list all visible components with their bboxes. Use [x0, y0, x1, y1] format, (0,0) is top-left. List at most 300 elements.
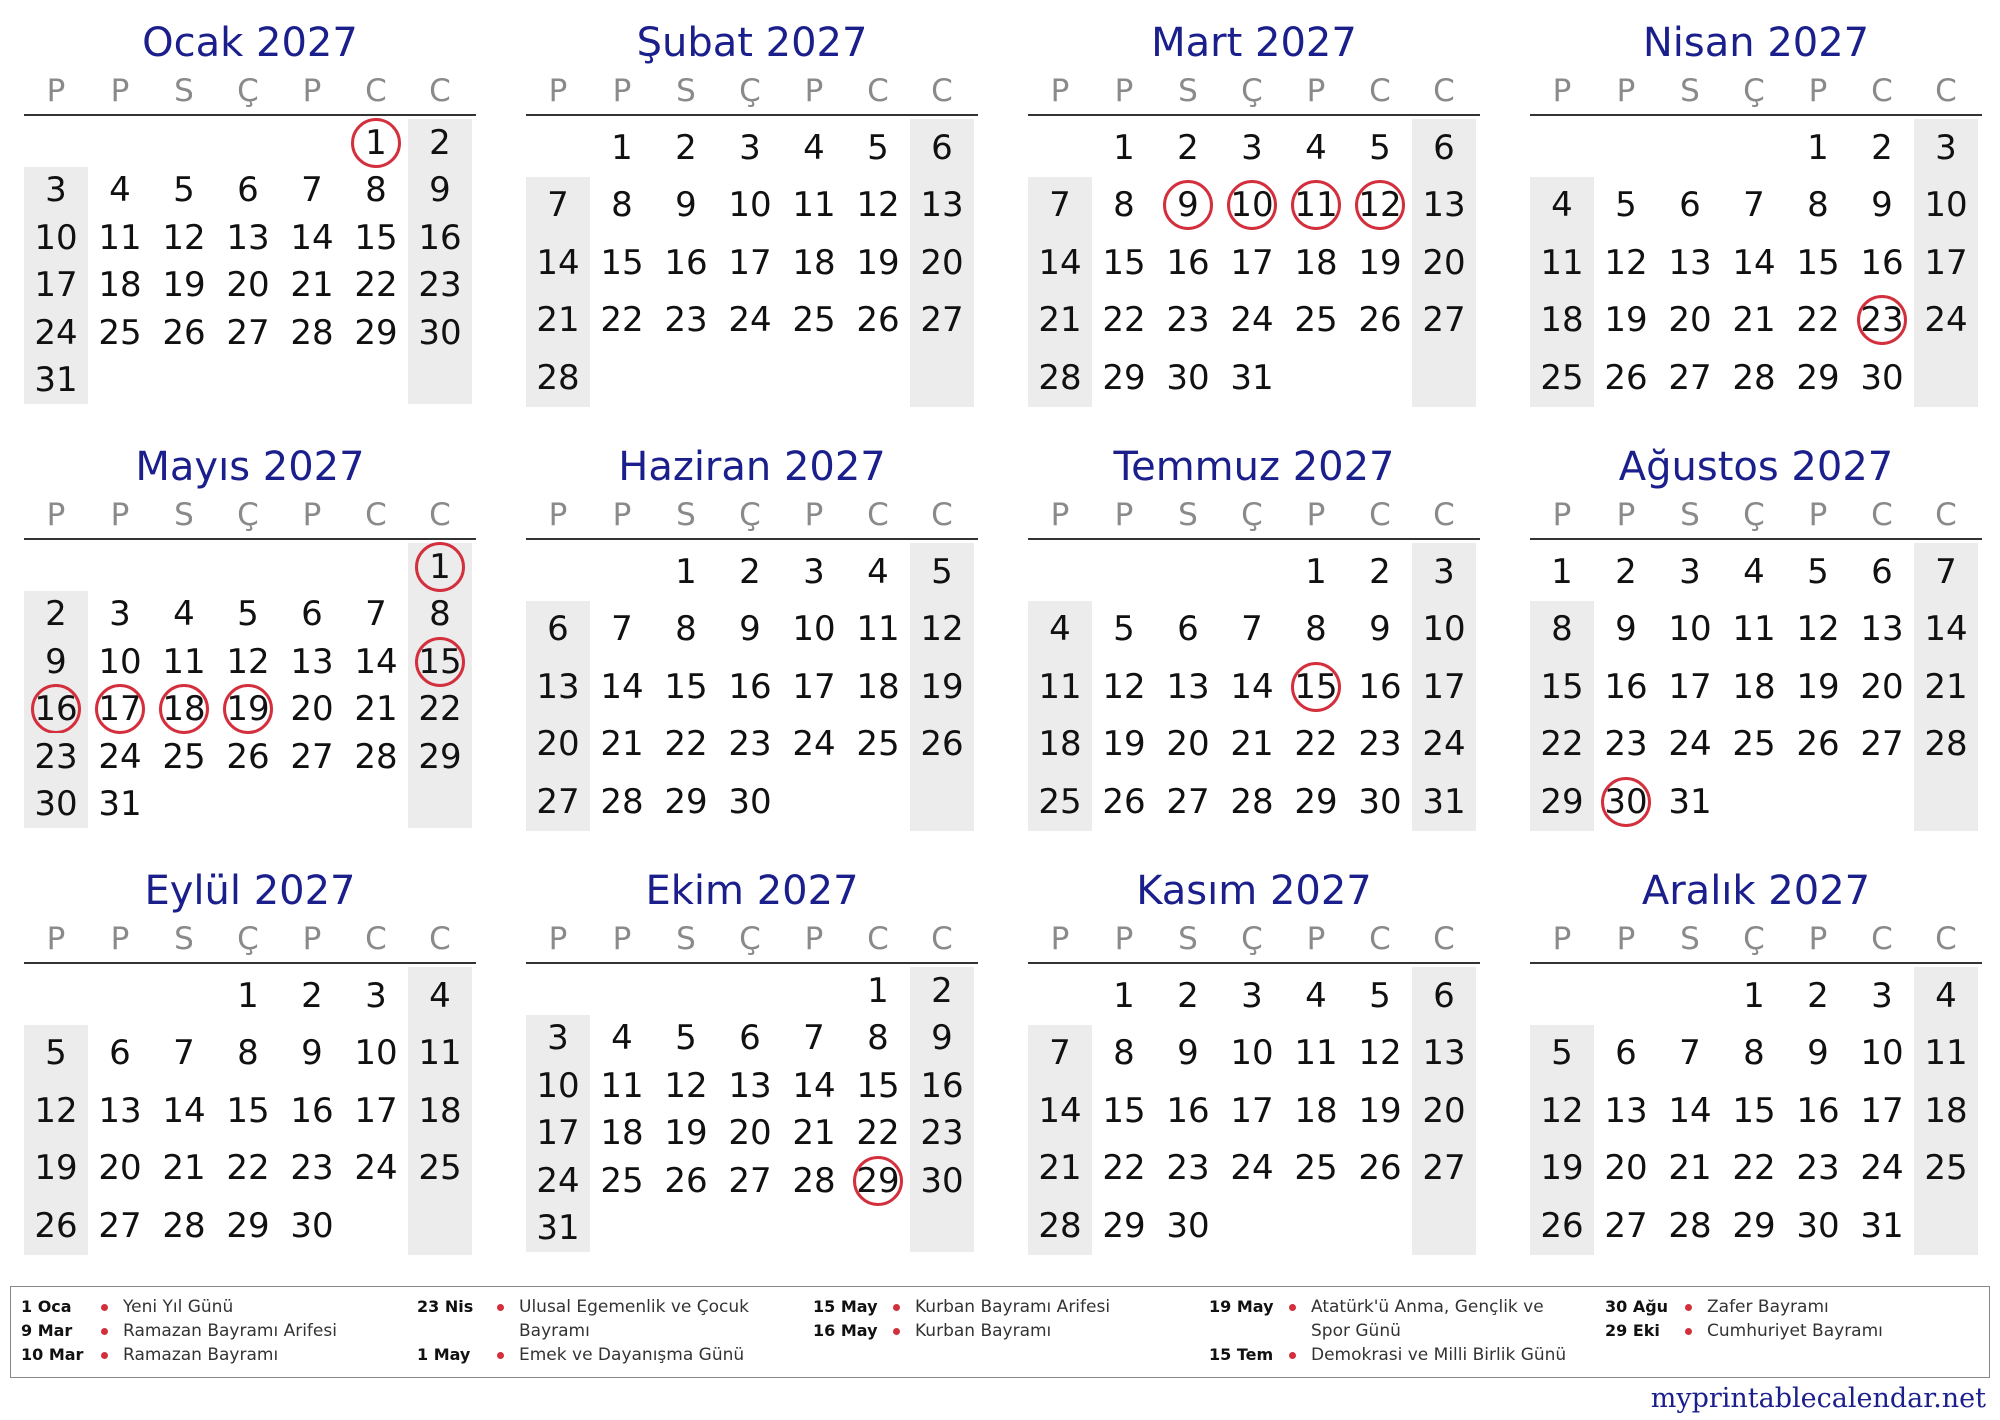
- weekday-header: [24, 918, 476, 960]
- calendar-day: 30: [1860, 357, 1904, 398]
- calendar-day: 14: [354, 641, 398, 682]
- calendar-day: 13: [1422, 1033, 1466, 1074]
- weekday-label: P: [302, 921, 322, 957]
- calendar-day: 24: [24, 309, 88, 357]
- legend-item: [21, 1319, 417, 1343]
- calendar-day: 9: [429, 170, 451, 211]
- legend-date: 30 Ağu: [1605, 1297, 1669, 1316]
- calendar-day: 6: [739, 1018, 761, 1059]
- calendar-day: 17: [1230, 242, 1274, 283]
- month-title: Haziran 2027: [618, 444, 886, 490]
- calendar-day: 16: [1358, 666, 1402, 707]
- calendar-day: 23: [1166, 1148, 1210, 1189]
- weekday-label: Ç: [739, 497, 761, 533]
- calendar-day: 15: [1732, 1090, 1776, 1131]
- calendar-day: 3: [1241, 975, 1263, 1016]
- calendar-day: 18: [1294, 242, 1338, 283]
- legend-holiday-name: Demokrasi ve Milli Birlik Günü: [1311, 1345, 1567, 1365]
- calendar-day: 19: [1796, 666, 1840, 707]
- calendar-day: 25: [792, 300, 836, 341]
- month-title: Ağustos 2027: [1618, 444, 1894, 490]
- weekday-label: P: [1552, 921, 1572, 957]
- calendar-day: 18: [1028, 716, 1092, 774]
- calendar-day: 7: [1028, 1025, 1092, 1083]
- day-grid: [1028, 543, 1480, 831]
- calendar-day: 20: [1166, 724, 1210, 765]
- calendar-day: 21: [600, 724, 644, 765]
- calendar-day: 15: [1102, 1090, 1146, 1131]
- weekday-label: C: [1369, 921, 1391, 957]
- calendar-day: 2: [1177, 975, 1199, 1016]
- weekday-label: P: [548, 921, 568, 957]
- calendar-day: 7: [1028, 177, 1092, 235]
- calendar-day: 10: [24, 214, 88, 262]
- calendar-day: 18: [98, 265, 142, 306]
- header-divider: [1530, 114, 1982, 116]
- calendar-day: 7: [1743, 185, 1765, 226]
- legend-date: 1 May: [417, 1345, 471, 1364]
- calendar-day: 9: [24, 638, 88, 686]
- holiday-legend: [10, 1286, 1990, 1378]
- calendar-day: 26: [664, 1160, 708, 1201]
- calendar-day: 12: [920, 609, 964, 650]
- calendar-day: 27: [1166, 781, 1210, 822]
- calendar-day: 27: [526, 773, 590, 831]
- calendar-day: 5: [1807, 551, 1829, 592]
- calendar-day: 7: [526, 177, 590, 235]
- legend-date: 15 Tem: [1209, 1345, 1274, 1364]
- calendar-day: 27: [290, 736, 334, 777]
- bullet-icon: [97, 1295, 123, 1319]
- weekday-label: P: [110, 73, 130, 109]
- weekday-label: P: [46, 921, 66, 957]
- day-grid: [1530, 543, 1982, 831]
- calendar-day: 28: [1028, 349, 1092, 407]
- calendar-day: 2: [429, 122, 451, 163]
- holiday-day: 1: [408, 543, 472, 591]
- calendar-day: 23: [1166, 300, 1210, 341]
- calendar-day: 28: [526, 349, 590, 407]
- calendar-day: 11: [856, 609, 900, 650]
- calendar-day: 26: [24, 1197, 88, 1255]
- weekday-header: [1028, 494, 1480, 536]
- weekday-label: C: [1369, 73, 1391, 109]
- site-credit[interactable]: myprintablecalendar.net: [1650, 1383, 1986, 1414]
- calendar-day: 19: [920, 666, 964, 707]
- calendar-day: 21: [162, 1148, 206, 1189]
- calendar-day: 14: [1028, 234, 1092, 292]
- calendar-day: 31: [1230, 357, 1274, 398]
- month-title: Temmuz 2027: [1113, 444, 1395, 490]
- calendar-day: 4: [1305, 975, 1327, 1016]
- calendar-day: 30: [920, 1160, 964, 1201]
- calendar-day: 4: [1305, 127, 1327, 168]
- calendar-day: 2: [1177, 127, 1199, 168]
- calendar-day: 14: [162, 1090, 206, 1131]
- legend-date: 15 May: [813, 1297, 878, 1316]
- weekday-label: S: [174, 73, 194, 109]
- calendar-day: 8: [611, 185, 633, 226]
- calendar-day: 23: [1358, 724, 1402, 765]
- weekday-label: P: [1306, 497, 1326, 533]
- calendar-day: 17: [728, 242, 772, 283]
- weekday-header: [1028, 918, 1480, 960]
- bullet-icon: [97, 1319, 123, 1343]
- header-divider: [24, 114, 476, 116]
- weekday-label: C: [1433, 73, 1455, 109]
- bullet-icon: [1681, 1319, 1707, 1343]
- weekday-label: S: [1178, 73, 1198, 109]
- calendar-day: 12: [1530, 1082, 1594, 1140]
- calendar-day: 6: [1679, 185, 1701, 226]
- legend-holiday-name: Ramazan Bayramı: [123, 1345, 279, 1365]
- calendar-day: 23: [664, 300, 708, 341]
- legend-holiday-name: Kurban Bayramı Arifesi: [915, 1297, 1111, 1317]
- calendar-day: 9: [1871, 185, 1893, 226]
- calendar-day: 27: [1668, 357, 1712, 398]
- calendar-day: 4: [867, 551, 889, 592]
- calendar-day: 5: [1369, 975, 1391, 1016]
- calendar-day: 22: [1102, 1148, 1146, 1189]
- calendar-day: 5: [1530, 1025, 1594, 1083]
- weekday-label: P: [1616, 73, 1636, 109]
- calendar-day: 26: [920, 724, 964, 765]
- weekday-header: [526, 494, 978, 536]
- calendar-day: 19: [856, 242, 900, 283]
- weekday-header: [1028, 70, 1480, 112]
- calendar-day: 1: [1807, 127, 1829, 168]
- weekday-label: C: [365, 921, 387, 957]
- header-divider: [24, 962, 476, 964]
- calendar-day: 31: [24, 357, 88, 405]
- legend-holiday-name: Atatürk'ü Anma, Gençlik ve Spor Günü: [1311, 1297, 1544, 1341]
- weekday-label: P: [46, 497, 66, 533]
- bullet-icon: [493, 1295, 519, 1343]
- calendar-day: 31: [98, 784, 142, 825]
- month-title: Ekim 2027: [645, 868, 859, 914]
- calendar-day: 6: [301, 594, 323, 635]
- calendar-day: 11: [792, 185, 836, 226]
- calendar-day: 10: [728, 185, 772, 226]
- calendar-day: 15: [354, 217, 398, 258]
- day-grid: [526, 967, 978, 1252]
- month-title: Mart 2027: [1151, 20, 1357, 66]
- calendar-day: 29: [1796, 357, 1840, 398]
- day-grid: [526, 543, 978, 831]
- calendar-day: 10: [1924, 185, 1968, 226]
- calendar-day: 29: [418, 736, 462, 777]
- legend-date: 23 Nis: [417, 1297, 474, 1316]
- header-divider: [1028, 538, 1480, 540]
- calendar-day: 6: [931, 127, 953, 168]
- calendar-day: 12: [1604, 242, 1648, 283]
- calendar-day: 8: [1530, 601, 1594, 659]
- month-calendar: [526, 440, 978, 864]
- weekday-label: P: [302, 497, 322, 533]
- weekday-header: [1530, 918, 1982, 960]
- calendar-day: 19: [1102, 724, 1146, 765]
- calendar-day: 16: [1604, 666, 1648, 707]
- weekday-label: P: [1552, 73, 1572, 109]
- calendar-day: 15: [226, 1090, 270, 1131]
- legend-item: [21, 1295, 417, 1319]
- calendar-day: 17: [24, 262, 88, 310]
- weekday-label: Ç: [1241, 73, 1263, 109]
- day-grid: [1028, 967, 1480, 1255]
- calendar-day: 22: [1294, 724, 1338, 765]
- weekday-header: [24, 494, 476, 536]
- weekday-header: [1530, 494, 1982, 536]
- calendar-day: 8: [1113, 1033, 1135, 1074]
- calendar-day: 24: [1230, 300, 1274, 341]
- calendar-day: 16: [728, 666, 772, 707]
- calendar-day: 10: [354, 1033, 398, 1074]
- calendar-day: 1: [1113, 975, 1135, 1016]
- legend-date: 19 May: [1209, 1297, 1274, 1316]
- calendar-day: 16: [418, 217, 462, 258]
- calendar-day: 29: [354, 312, 398, 353]
- calendar-day: 26: [1358, 1148, 1402, 1189]
- calendar-day: 12: [1102, 666, 1146, 707]
- month-title: Nisan 2027: [1642, 20, 1870, 66]
- weekday-label: P: [804, 73, 824, 109]
- calendar-day: 9: [1615, 609, 1637, 650]
- day-grid: [1028, 119, 1480, 407]
- calendar-day: 19: [162, 265, 206, 306]
- calendar-day: 6: [1433, 975, 1455, 1016]
- calendar-day: 9: [1177, 1033, 1199, 1074]
- legend-item: [813, 1319, 1209, 1343]
- calendar-day: 6: [109, 1033, 131, 1074]
- calendar-day: 12: [1796, 609, 1840, 650]
- legend-item: [1605, 1295, 2000, 1319]
- day-grid: [1530, 967, 1982, 1255]
- calendar-day: 7: [1241, 609, 1263, 650]
- month-title: Kasım 2027: [1136, 868, 1372, 914]
- calendar-day: 18: [792, 242, 836, 283]
- legend-column: [813, 1295, 1209, 1377]
- calendar-day: 3: [109, 594, 131, 635]
- calendar-day: 22: [664, 724, 708, 765]
- legend-date: 16 May: [813, 1321, 878, 1340]
- calendar-day: 13: [526, 658, 590, 716]
- weekday-label: P: [804, 497, 824, 533]
- calendar-day: 11: [1732, 609, 1776, 650]
- month-title: Mayıs 2027: [135, 444, 365, 490]
- weekday-header: [24, 70, 476, 112]
- calendar-day: 4: [109, 170, 131, 211]
- holiday-day: 19: [216, 686, 280, 734]
- calendar-day: 1: [867, 970, 889, 1011]
- calendar-day: 20: [1668, 300, 1712, 341]
- calendar-day: 12: [24, 1082, 88, 1140]
- calendar-day: 12: [1358, 1033, 1402, 1074]
- weekday-label: P: [1808, 497, 1828, 533]
- calendar-day: 17: [1230, 1090, 1274, 1131]
- calendar-day: 28: [1924, 724, 1968, 765]
- calendar-day: 25: [600, 1160, 644, 1201]
- calendar-day: 13: [728, 1065, 772, 1106]
- calendar-day: 27: [1422, 1148, 1466, 1189]
- weekday-label: P: [1808, 73, 1828, 109]
- calendar-day: 13: [1860, 609, 1904, 650]
- bullet-icon: [1285, 1295, 1311, 1343]
- calendar-day: 2: [24, 591, 88, 639]
- weekday-label: P: [1114, 921, 1134, 957]
- calendar-day: 12: [226, 641, 270, 682]
- calendar-day: 14: [1230, 666, 1274, 707]
- legend-holiday-name: Emek ve Dayanışma Günü: [519, 1345, 745, 1365]
- calendar-day: 22: [226, 1148, 270, 1189]
- calendar-day: 18: [1294, 1090, 1338, 1131]
- calendar-day: 16: [1796, 1090, 1840, 1131]
- calendar-day: 26: [162, 312, 206, 353]
- calendar-day: 30: [728, 781, 772, 822]
- month-title: Ocak 2027: [142, 20, 358, 66]
- weekday-label: C: [429, 497, 451, 533]
- weekday-label: P: [548, 497, 568, 533]
- calendar-day: 13: [98, 1090, 142, 1131]
- calendar-day: 10: [1230, 1033, 1274, 1074]
- holiday-day: 15: [408, 638, 472, 686]
- calendar-day: 2: [301, 975, 323, 1016]
- month-title: Aralık 2027: [1641, 868, 1871, 914]
- weekday-label: C: [1871, 497, 1893, 533]
- weekday-header: [526, 918, 978, 960]
- calendar-day: 4: [1530, 177, 1594, 235]
- month-calendar: [1530, 864, 1982, 1288]
- weekday-label: C: [1433, 497, 1455, 533]
- weekday-label: P: [110, 497, 130, 533]
- calendar-day: 5: [24, 1025, 88, 1083]
- calendar-day: 16: [1860, 242, 1904, 283]
- weekday-label: S: [1178, 497, 1198, 533]
- calendar-day: 19: [1604, 300, 1648, 341]
- calendar-day: 27: [98, 1205, 142, 1246]
- calendar-day: 23: [290, 1148, 334, 1189]
- legend-item: [21, 1343, 417, 1367]
- calendar-day: 1: [675, 551, 697, 592]
- weekday-label: S: [174, 497, 194, 533]
- day-grid: [526, 119, 978, 407]
- calendar-day: 13: [1668, 242, 1712, 283]
- calendar-day: 8: [675, 609, 697, 650]
- calendar-day: 10: [98, 641, 142, 682]
- calendar-day: 15: [1102, 242, 1146, 283]
- legend-item: [813, 1295, 1209, 1319]
- calendar-day: 18: [1924, 1090, 1968, 1131]
- weekday-label: P: [302, 73, 322, 109]
- calendar-day: 15: [1530, 658, 1594, 716]
- calendar-day: 10: [1860, 1033, 1904, 1074]
- legend-holiday-name: Yeni Yıl Günü: [123, 1297, 234, 1317]
- calendar-day: 25: [162, 736, 206, 777]
- calendar-day: 24: [1422, 724, 1466, 765]
- weekday-label: C: [1935, 497, 1957, 533]
- calendar-day: 25: [1294, 300, 1338, 341]
- calendar-day: 22: [418, 689, 462, 730]
- calendar-day: 19: [1530, 1140, 1594, 1198]
- calendar-day: 24: [1924, 300, 1968, 341]
- calendar-day: 24: [1230, 1148, 1274, 1189]
- bullet-icon: [1285, 1343, 1311, 1367]
- calendar-day: 20: [1422, 1090, 1466, 1131]
- legend-column: [417, 1295, 813, 1377]
- day-grid: [1530, 119, 1982, 407]
- calendar-day: 8: [867, 1018, 889, 1059]
- calendar-day: 20: [1604, 1148, 1648, 1189]
- calendar-day: 29: [1530, 773, 1594, 831]
- weekday-label: C: [429, 921, 451, 957]
- weekday-label: C: [365, 73, 387, 109]
- weekday-label: P: [1552, 497, 1572, 533]
- calendar-day: 4: [429, 975, 451, 1016]
- calendar-day: 15: [856, 1065, 900, 1106]
- calendar-day: 5: [931, 551, 953, 592]
- calendar-day: 14: [1732, 242, 1776, 283]
- calendar-day: 15: [600, 242, 644, 283]
- holiday-day: 18: [152, 686, 216, 734]
- header-divider: [526, 538, 978, 540]
- weekday-label: C: [1433, 921, 1455, 957]
- weekday-label: S: [676, 921, 696, 957]
- calendar-day: 28: [1230, 781, 1274, 822]
- calendar-day: 27: [1860, 724, 1904, 765]
- month-calendar: [24, 864, 476, 1288]
- holiday-day: 16: [24, 686, 88, 734]
- calendar-day: 24: [1668, 724, 1712, 765]
- calendar-day: 26: [226, 736, 270, 777]
- calendar-day: 2: [931, 970, 953, 1011]
- holiday-day: 11: [1284, 177, 1348, 235]
- calendar-day: 18: [856, 666, 900, 707]
- calendar-day: 8: [365, 170, 387, 211]
- calendar-day: 2: [675, 127, 697, 168]
- calendar-day: 21: [792, 1113, 836, 1154]
- calendar-day: 17: [1422, 666, 1466, 707]
- calendar-day: 31: [1422, 781, 1466, 822]
- legend-date: 1 Oca: [21, 1297, 72, 1316]
- calendar-day: 13: [920, 185, 964, 226]
- calendar-day: 20: [526, 716, 590, 774]
- weekday-label: C: [867, 921, 889, 957]
- month-calendar: [1028, 440, 1480, 864]
- legend-item: [417, 1295, 813, 1343]
- calendar-day: 20: [1860, 666, 1904, 707]
- calendar-day: 2: [1807, 975, 1829, 1016]
- calendar-day: 21: [1028, 1140, 1092, 1198]
- weekday-label: P: [612, 73, 632, 109]
- weekday-label: C: [1369, 497, 1391, 533]
- calendar-day: 14: [1668, 1090, 1712, 1131]
- month-calendar: [1530, 440, 1982, 864]
- calendar-day: 27: [1604, 1205, 1648, 1246]
- weekday-label: P: [804, 921, 824, 957]
- calendar-day: 22: [354, 265, 398, 306]
- calendar-day: 4: [173, 594, 195, 635]
- calendar-day: 26: [1604, 357, 1648, 398]
- calendar-day: 11: [1294, 1033, 1338, 1074]
- calendar-day: 28: [600, 781, 644, 822]
- legend-column: [21, 1295, 417, 1377]
- calendar-day: 4: [611, 1018, 633, 1059]
- calendar-day: 3: [1241, 127, 1263, 168]
- calendar-day: 11: [418, 1033, 462, 1074]
- weekday-label: C: [1871, 921, 1893, 957]
- calendar-day: 11: [1028, 658, 1092, 716]
- calendar-day: 1: [1305, 551, 1327, 592]
- calendar-day: 7: [1935, 551, 1957, 592]
